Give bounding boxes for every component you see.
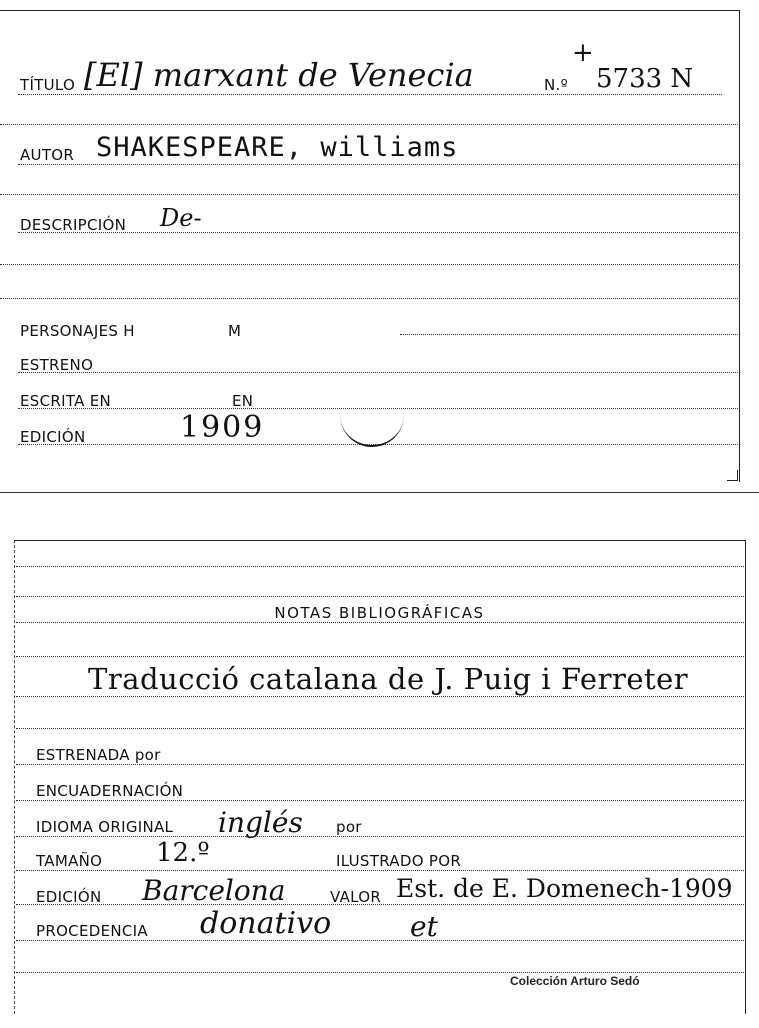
idioma-por-label: por — [336, 818, 362, 836]
edicion-2-line — [16, 904, 746, 905]
valor-value: Est. de E. Domenech-1909 — [396, 874, 733, 903]
tamano-value: 12.º — [156, 838, 210, 868]
edicion-2-label: EDICIÓN — [36, 888, 102, 906]
notes-line-1 — [16, 566, 746, 567]
estreno-label: ESTRENO — [20, 356, 94, 374]
autor-line — [18, 164, 738, 165]
idioma-line — [16, 836, 746, 837]
footer-collection: Colección Arturo Sedó — [510, 974, 640, 988]
procedencia-label: PROCEDENCIA — [36, 922, 148, 940]
personajes-label: PERSONAJES H — [20, 322, 135, 340]
personajes-m-label: M — [228, 322, 242, 340]
numero-label: N.º — [544, 76, 568, 94]
idioma-value: inglés — [218, 806, 303, 839]
encuadernacion-label: ENCUADERNACIÓN — [36, 782, 184, 800]
notas-text: Traducció catalana de J. Puig i Ferreter — [88, 662, 689, 696]
descripcion-label: DESCRIPCIÓN — [20, 216, 127, 234]
card-separator — [0, 492, 759, 493]
encuadernacion-line — [16, 800, 746, 801]
descripcion-line — [18, 232, 738, 233]
valor-label: VALOR — [330, 888, 382, 906]
numero-value: 5733 N — [596, 64, 694, 94]
notes-line-5 — [16, 696, 746, 697]
tamano-line — [16, 870, 746, 871]
personajes-line — [400, 334, 738, 335]
descripcion-value: De- — [160, 204, 202, 232]
procedencia-line — [16, 940, 746, 941]
edicion-2-value: Barcelona — [142, 874, 286, 907]
card-corner-mark — [727, 470, 738, 481]
autor-line-2 — [0, 194, 740, 195]
titulo-line-2 — [0, 124, 740, 125]
descripcion-line-2 — [0, 264, 740, 265]
titulo-line — [18, 94, 722, 95]
procedencia-extra: et — [410, 910, 438, 943]
notes-line-6 — [16, 728, 746, 729]
tamano-label: TAMAÑO — [36, 852, 103, 870]
idioma-label: IDIOMA ORIGINAL — [36, 818, 174, 836]
edicion-value: 1909 — [180, 410, 265, 445]
notes-line-2 — [16, 596, 746, 597]
descripcion-line-3 — [0, 298, 740, 299]
autor-label: AUTOR — [20, 146, 75, 164]
estrenada-label: ESTRENADA por — [36, 746, 161, 764]
notes-line-3 — [16, 622, 746, 623]
ilustrado-label: ILUSTRADO POR — [336, 852, 462, 870]
escrita-en-label: ESCRITA EN — [20, 392, 112, 410]
autor-value: SHAKESPEARE, williams — [96, 132, 459, 163]
titulo-value: [El] marxant de Venecia — [84, 56, 474, 94]
estreno-line — [18, 372, 738, 373]
procedencia-value: donativo — [200, 906, 332, 941]
notas-title: NOTAS BIBLIOGRÁFICAS — [274, 604, 485, 622]
notes-line-4 — [16, 656, 746, 657]
escrita-en-label-2: EN — [232, 392, 254, 410]
edicion-label: EDICIÓN — [20, 428, 86, 446]
estrenada-line — [16, 764, 746, 765]
numero-mark: + — [572, 38, 594, 68]
bottom-line — [16, 972, 746, 973]
titulo-label: TÍTULO — [20, 76, 76, 94]
